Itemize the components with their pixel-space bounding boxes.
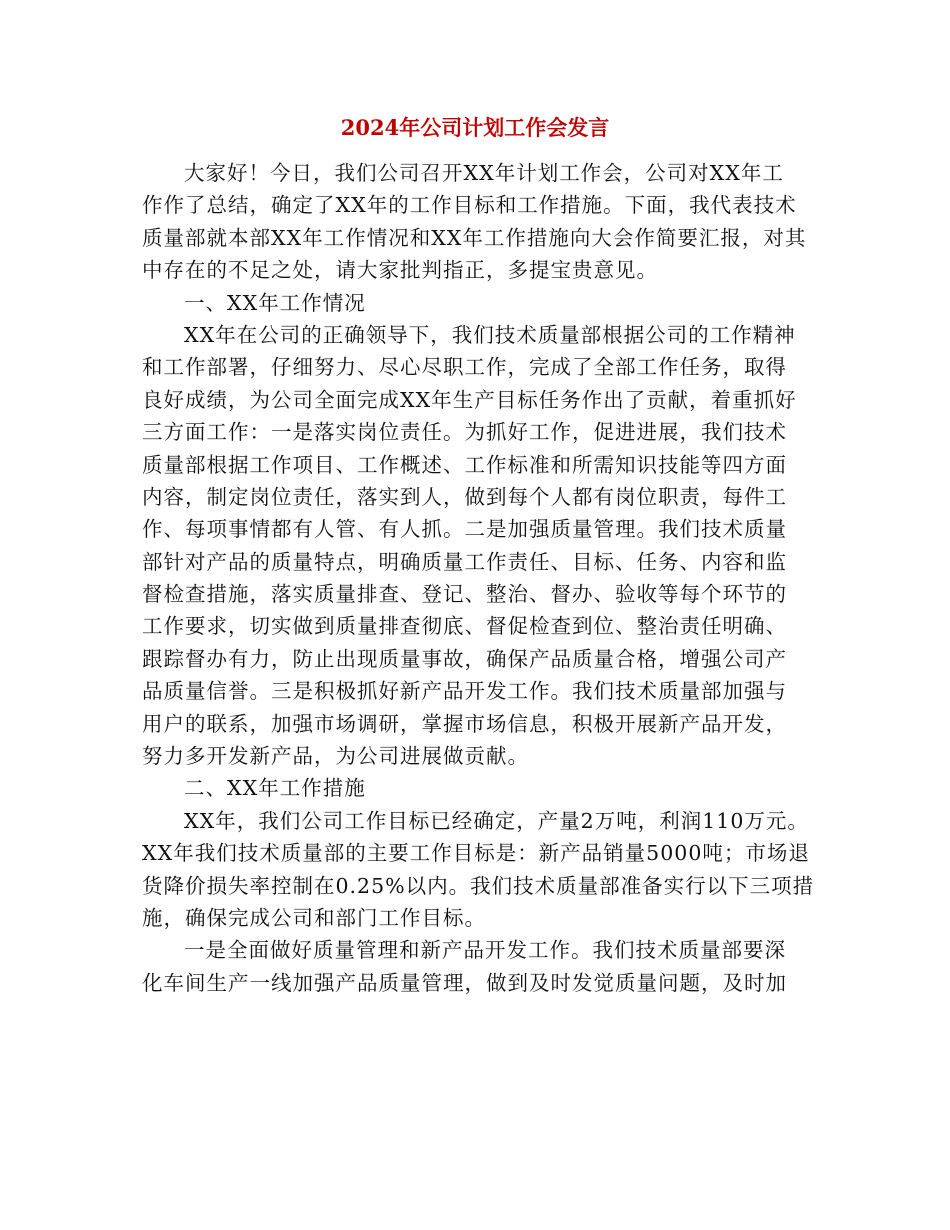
paragraph-line: XX年我们技术质量部的主要工作目标是：新产品销量5000吨；市场退 xyxy=(142,841,810,866)
document-body xyxy=(142,157,815,999)
section-heading: 一、XX年工作情况 xyxy=(184,290,366,315)
paragraph-line: 施，确保完成公司和部门工作目标。 xyxy=(142,905,486,930)
paragraph-line: 化车间生产一线加强产品质量管理，做到及时发觉质量问题，及时加 xyxy=(142,970,787,995)
paragraph-line: 内容，制定岗位责任，落实到人，做到每个人都有岗位职责，每件工 xyxy=(142,484,787,509)
paragraph-line: 质量部就本部XX年工作情况和XX年工作措施向大会作简要汇报，对其 xyxy=(142,225,807,250)
paragraph-line: 三方面工作：一是落实岗位责任。为抓好工作，促进进展，我们技术 xyxy=(142,420,787,445)
paragraph-line: 工作要求，切实做到质量排查彻底、督促检查到位、整治责任明确、 xyxy=(142,614,787,639)
paragraph-line: 质量部根据工作项目、工作概述、工作标准和所需知识技能等四方面 xyxy=(142,452,787,477)
paragraph-line: 部针对产品的质量特点，明确质量工作责任、目标、任务、内容和监 xyxy=(142,549,787,574)
document-title: 2024年公司计划工作会发言 xyxy=(340,115,610,140)
paragraph-line: 一是全面做好质量管理和新产品开发工作。我们技术质量部要深 xyxy=(184,938,786,963)
paragraph-line: 跟踪督办有力，防止出现质量事故，确保产品质量合格，增强公司产 xyxy=(142,646,787,671)
paragraph-line: 品质量信誉。三是积极抓好新产品开发工作。我们技术质量部加强与 xyxy=(142,679,787,704)
paragraph-line: 良好成绩，为公司全面完成XX年生产目标任务作出了贡献，着重抓好 xyxy=(142,387,797,412)
paragraph-line: 中存在的不足之处，请大家批判指正，多提宝贵意见。 xyxy=(142,258,658,283)
section-heading: 二、XX年工作措施 xyxy=(184,776,366,801)
paragraph-line: 大家好！今日，我们公司召开XX年计划工作会，公司对XX年工 xyxy=(184,161,784,185)
paragraph-line: XX年，我们公司工作目标已经确定，产量2万吨，利润110万元。 xyxy=(184,808,809,833)
paragraph-line: 努力多开发新产品，为公司进展做贡献。 xyxy=(142,744,529,769)
paragraph-line: 和工作部署，仔细努力、尽心尽职工作，完成了全部工作任务，取得 xyxy=(142,355,787,380)
paragraph-line: 督检查措施，落实质量排查、登记、整治、督办、验收等每个环节的 xyxy=(142,582,787,607)
paragraph-line: 货降价损失率控制在0.25%以内。我们技术质量部准备实行以下三项措 xyxy=(142,873,815,898)
paragraph-line: XX年在公司的正确领导下，我们技术质量部根据公司的工作精神 xyxy=(184,322,796,347)
paragraph-line: 作作了总结，确定了XX年的工作目标和工作措施。下面，我代表技术 xyxy=(142,193,797,218)
paragraph-line: 作、每项事情都有人管、有人抓。二是加强质量管理。我们技术质量 xyxy=(142,517,787,542)
paragraph-line: 用户的联系，加强市场调研，掌握市场信息，积极开展新产品开发， xyxy=(142,711,787,736)
